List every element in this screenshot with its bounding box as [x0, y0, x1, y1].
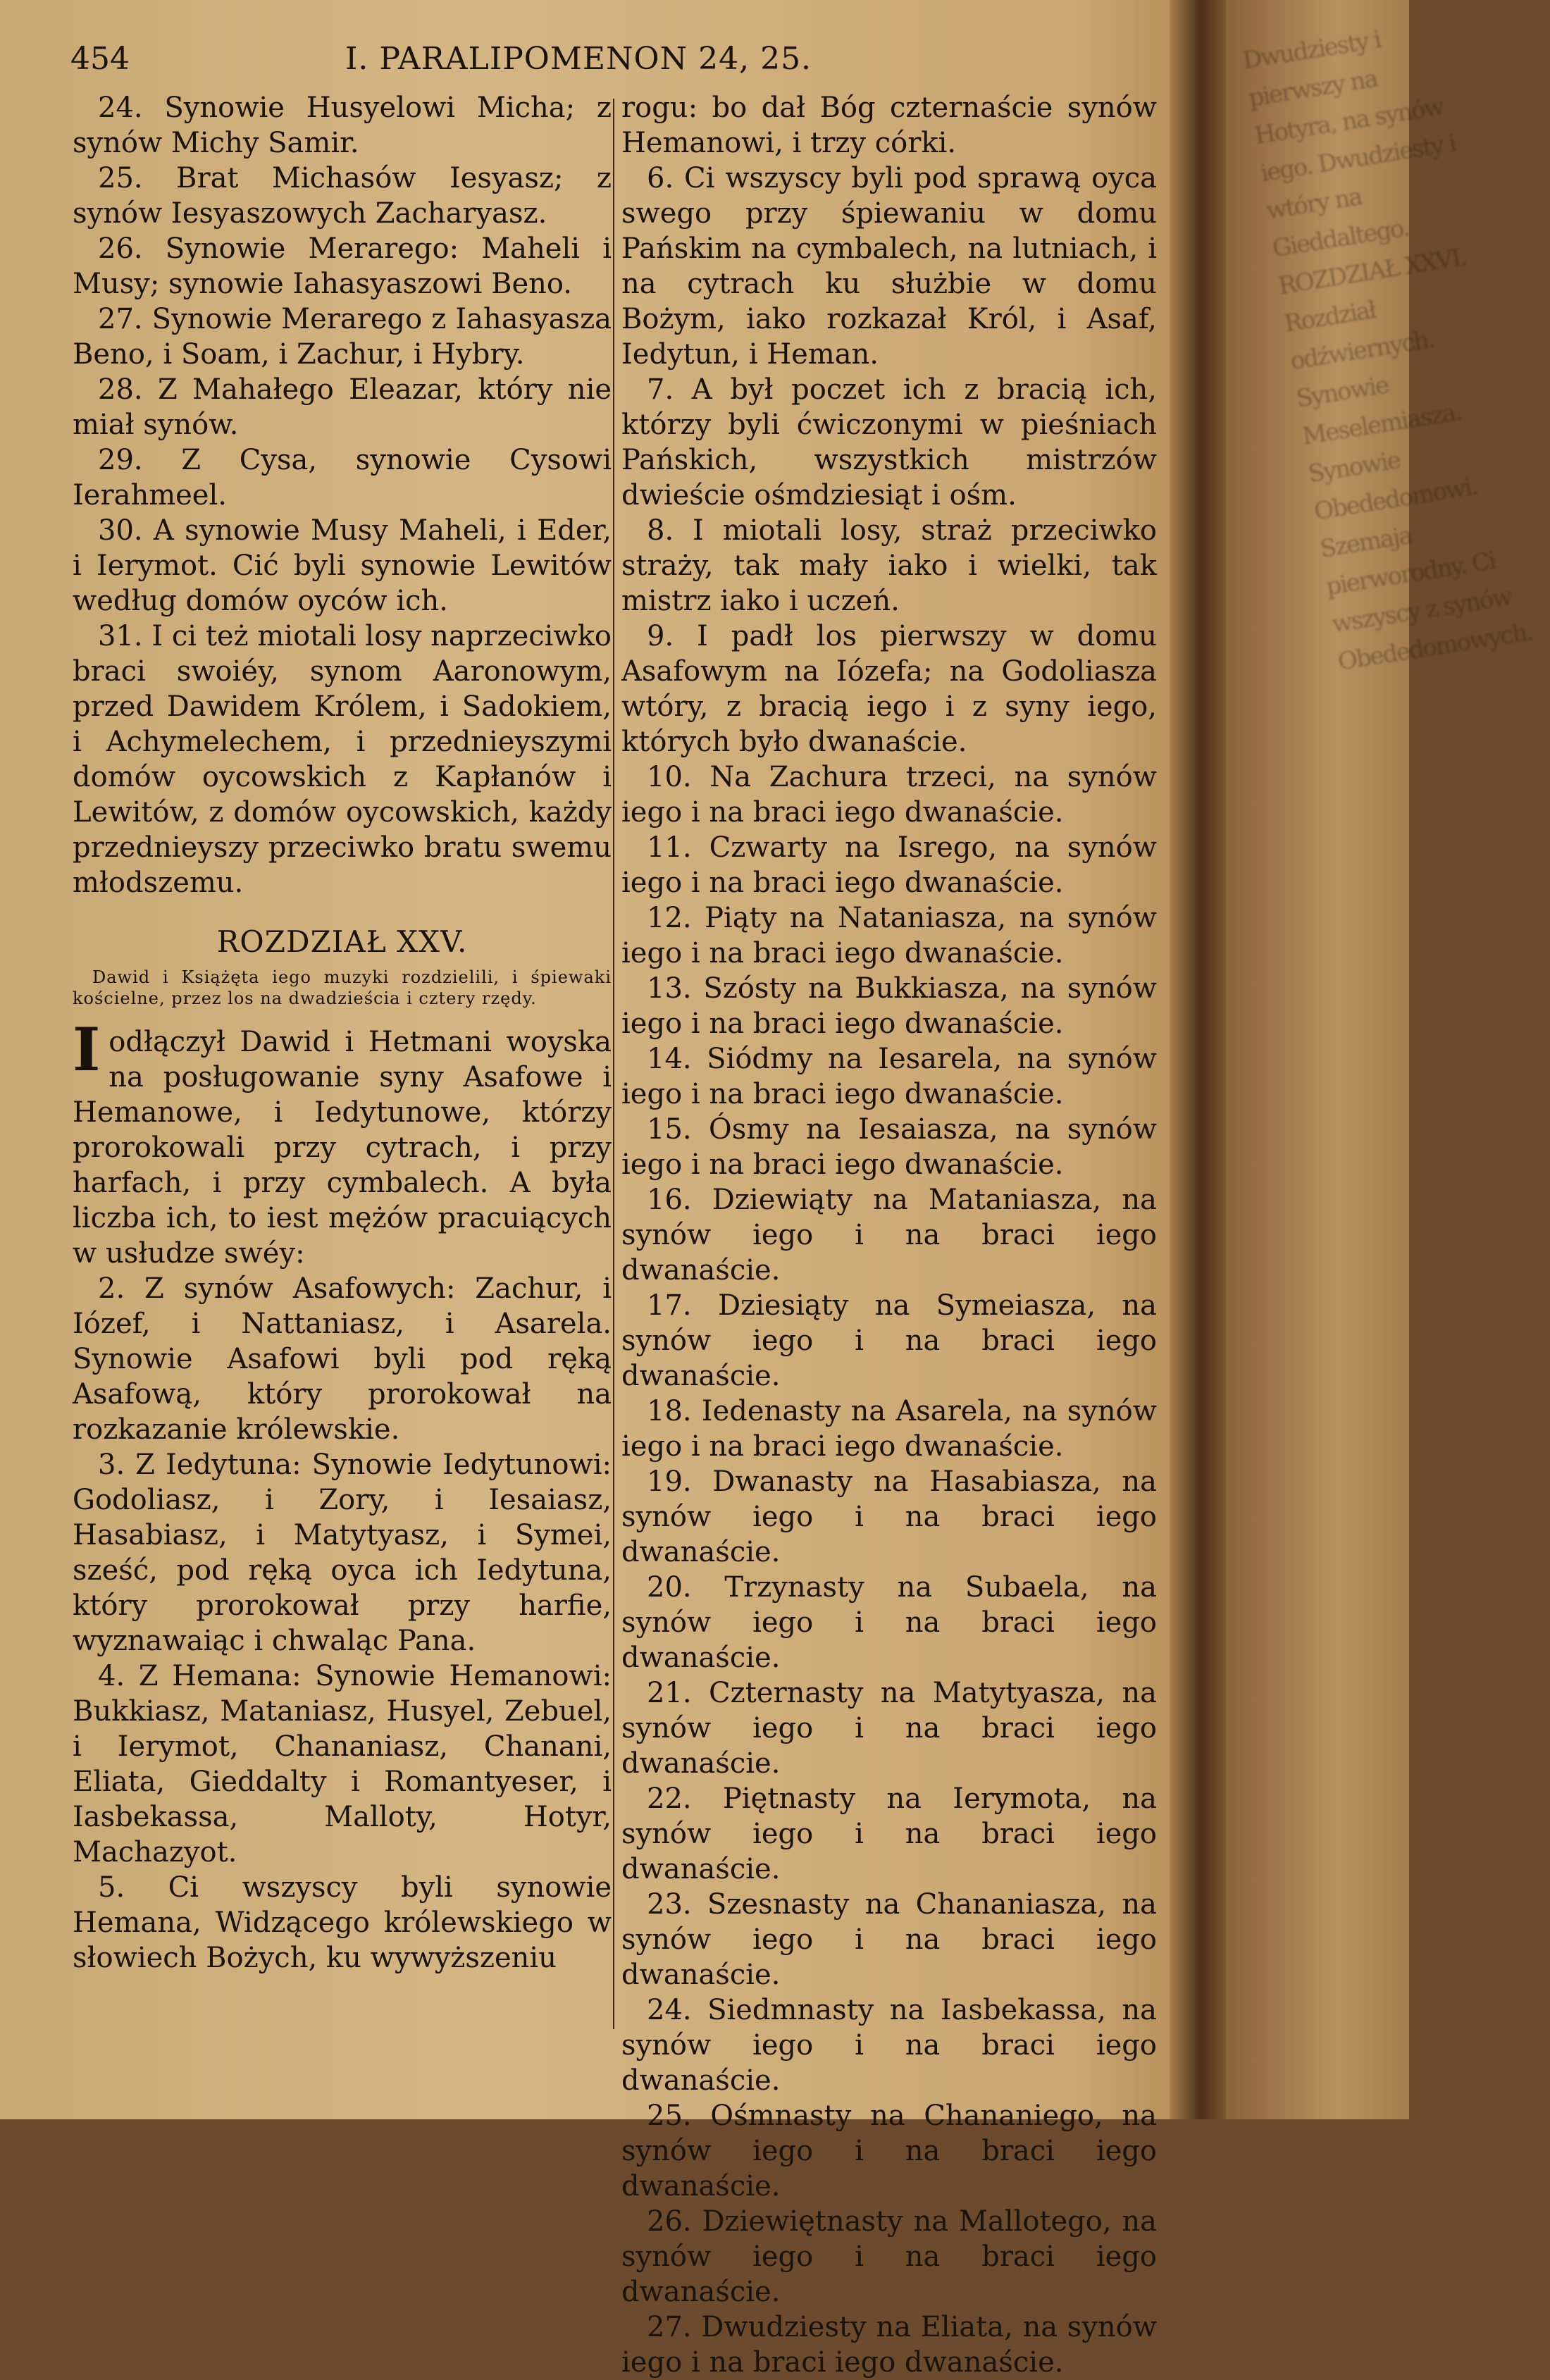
- verse-paragraph: 4. Z Hemana: Synowie Hemanowi: Bukkiasz, Mataniasz, Husyel, Zebuel, i Ierymot, Chananiasz, Chanani, Eliata, Gieddalty i Romantyeser, i Iasbekassa, Malloty, Hotyr, Machazyot.: [73, 1660, 612, 1868]
- verse-paragraph: 8. I miotali losy, straż przeciwko straży, tak mały iako i wielki, tak mistrz iako i uczeń.: [621, 514, 1157, 617]
- verse-paragraph: 25. Brat Michasów Iesyasz; z synów Iesyaszowych Zacharyasz.: [73, 162, 612, 230]
- verse-paragraph: 27. Synowie Merarego z Iahasyasza Beno, i Soam, i Zachur, i Hybry.: [73, 303, 612, 371]
- page-header: [70, 41, 1170, 83]
- verse-paragraph: rogu: bo dał Bóg czternaście synów Hemanowi, i trzy córki.: [621, 92, 1157, 159]
- page-number: 454: [70, 41, 130, 77]
- verse-paragraph: 20. Trzynasty na Subaela, na synów iego i na braci iego dwanaście.: [621, 1571, 1157, 1674]
- verse-paragraph: 21. Czternasty na Matytyasza, na synów iego i na braci iego dwanaście.: [621, 1677, 1157, 1780]
- running-head: I. PARALIPOMENON 24, 25.: [345, 41, 812, 77]
- verse-paragraph: 9. I padł los pierwszy w domu Asafowym na Iózefa; na Godoliasza wtóry, z bracią iego i z syny iego, których było dwanaście.: [621, 620, 1157, 758]
- verse-paragraph: 12. Piąty na Nataniasza, na synów iego i na braci iego dwanaście.: [621, 902, 1157, 969]
- verse-paragraph: 6. Ci wszyscy byli pod sprawą oyca swego przy śpiewaniu w domu Pańskim na cymbalech, na lutniach, i na cytrach ku służbie w domu Bożym, iako rozkazał Król, i Asaf, Iedytun, i Heman.: [621, 162, 1157, 371]
- verse-paragraph: 31. I ci też miotali losy naprzeciwko braci swoiéy, synom Aaronowym, przed Dawidem Królem, i Sadokiem, i Achymelechem, i przednieyszymi domów oycowskich z Kapłanów i Lewitów, z domów oycowskich, każdy przednieyszy przeciwko bratu swemu młodszemu.: [73, 620, 612, 899]
- verse-paragraph: 23. Szesnasty na Chananiasza, na synów iego i na braci iego dwanaście.: [621, 1888, 1157, 1991]
- verse-paragraph: 25. Ośmnasty na Chananiego, na synów iego i na braci iego dwanaście.: [621, 2100, 1157, 2202]
- verse-paragraph: 29. Z Cysa, synowie Cysowi Ierahmeel.: [73, 444, 612, 512]
- right-column: [621, 90, 1157, 2380]
- verse-paragraph: 14. Siódmy na Iesarela, na synów iego i na braci iego dwanaście.: [621, 1043, 1157, 1110]
- verse-paragraph: 26. Synowie Merarego: Maheli i Musy; synowie Iahasyaszowi Beno.: [73, 233, 612, 300]
- verse-paragraph: 16. Dziewiąty na Mataniasza, na synów iego i na braci iego dwanaście.: [621, 1184, 1157, 1287]
- verse-paragraph: 2. Z synów Asafowych: Zachur, i Iózef, i Nattaniasz, i Asarela. Synowie Asafowi byli pod ręką Asafową, który prorokował na rozkazanie królewskie.: [73, 1272, 612, 1446]
- verse-paragraph: 11. Czwarty na Isrego, na synów iego i na braci iego dwanaście.: [621, 831, 1157, 899]
- verse-paragraph: 19. Dwanasty na Hasabiasza, na synów iego i na braci iego dwanaście.: [621, 1465, 1157, 1568]
- verse-paragraph: 28. Z Mahałego Eleazar, który nie miał synów.: [73, 373, 612, 441]
- left-column: [73, 90, 612, 1976]
- verse-paragraph: 3. Z Iedytuna: Synowie Iedytunowi: Godoliasz, i Zory, i Iesaiasz, Hasabiasz, i Matytyasz, i Symei, sześć, pod ręką oyca ich Iedytuna, który prorokował przy harfie, wyznawaiąc i chwaląc Pana.: [73, 1449, 612, 1657]
- verse-paragraph: 17. Dziesiąty na Symeiasza, na synów iego i na braci iego dwanaście.: [621, 1289, 1157, 1392]
- opening-paragraph: [73, 1015, 612, 1271]
- book-gutter: [1170, 0, 1226, 2119]
- verse-paragraph: 22. Piętnasty na Ierymota, na synów iego i na braci iego dwanaście.: [621, 1783, 1157, 1885]
- drop-cap: I: [73, 1015, 101, 1084]
- verse-paragraph: 24. Synowie Husyelowi Micha; z synów Michy Samir.: [73, 92, 612, 159]
- verse-paragraph: 27. Dwudziesty na Eliata, na synów iego i na braci iego dwanaście.: [621, 2311, 1157, 2379]
- chapter-title: ROZDZIAŁ XXV.: [216, 924, 468, 959]
- verse-paragraph: 30. A synowie Musy Maheli, i Eder, i Ierymot. Cić byli synowie Lewitów według domów oyców ich.: [73, 514, 612, 617]
- verse-paragraph: 5. Ci wszyscy byli synowie Hemana, Widzącego królewskiego w słowiech Bożych, ku wywyższeniu: [73, 1871, 612, 1974]
- adjacent-page-text: Dwudziesty i pierwszy na Hotyra, na synów iego. Dwudziesty i wtóry na Gieddaltego. ROZDZIAŁ XXVI. Rozdział odźwiernych. Synowie Meselemiasza. Synowie Obededomowi. Szemaja pierworodny. Ci wszyscy z synów Obededomowych.: [1241, 25, 1534, 676]
- adjacent-page-edge: [1226, 0, 1534, 2119]
- opening-text: odłączył Dawid i Hetmani woyska na posługowanie syny Asafowe i Hemanowe, i Iedytunowe, którzy prorokowali przy cytrach, i przy harfach, i przy cymbalech. A była liczba ich, to iest mężów pracuiących w usłudze swéy:: [73, 1026, 612, 1270]
- verse-paragraph: 13. Szósty na Bukkiasza, na synów iego i na braci iego dwanaście.: [621, 972, 1157, 1040]
- column-divider: [613, 99, 614, 2029]
- verse-paragraph: 18. Iedenasty na Asarela, na synów iego i na braci iego dwanaście.: [621, 1395, 1157, 1463]
- verse-paragraph: 7. A był poczet ich z bracią ich, którzy byli ćwiczonymi w pieśniach Pańskich, wszystkich mistrzów dwieście ośmdziesiąt i ośm.: [621, 373, 1157, 512]
- verse-paragraph: 26. Dziewiętnasty na Mallotego, na synów iego i na braci iego dwanaście.: [621, 2205, 1157, 2308]
- verse-paragraph: 15. Ósmy na Iesaiasza, na synów iego i na braci iego dwanaście.: [621, 1113, 1157, 1181]
- verse-paragraph: 10. Na Zachura trzeci, na synów iego i na braci iego dwanaście.: [621, 761, 1157, 829]
- chapter-summary: Dawid i Książęta iego muzyki rozdzielili, i śpiewaki kościelne, przez los na dwadzieścia i cztery rzędy.: [73, 967, 612, 1008]
- verse-paragraph: 24. Siedmnasty na Iasbekassa, na synów iego i na braci iego dwanaście.: [621, 1994, 1157, 2097]
